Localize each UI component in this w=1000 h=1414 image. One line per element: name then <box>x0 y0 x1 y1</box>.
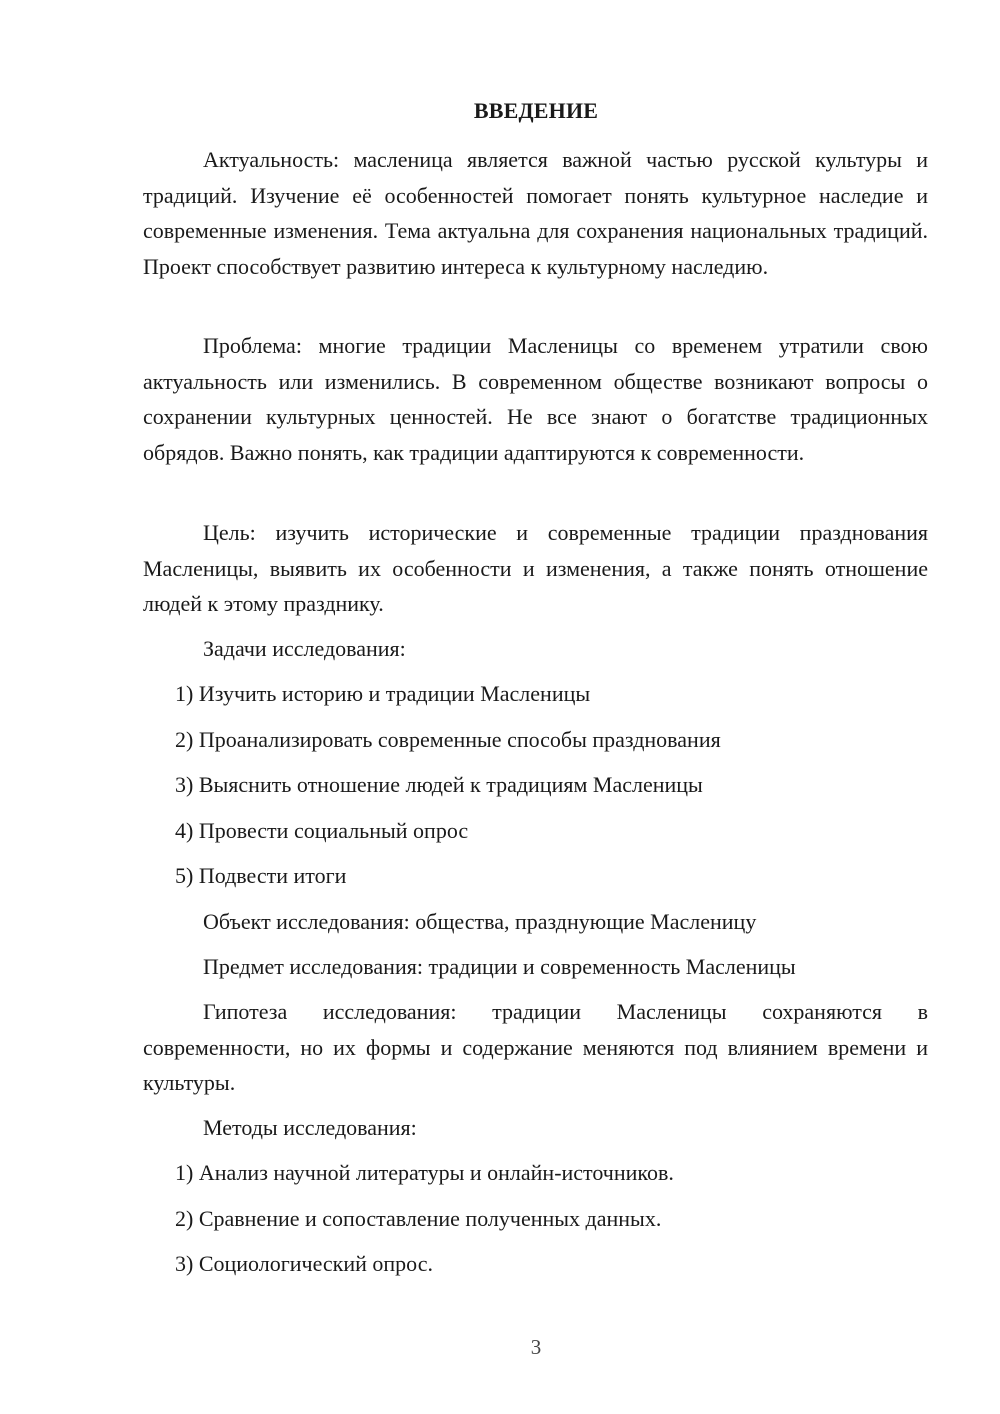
research-subject: Предмет исследования: традиции и современность Масленицы <box>203 954 796 979</box>
hypothesis-paragraph: Гипотеза исследования: традиции Масленицы сохраняются в современности, но их формы и содержание меняются под влиянием времени и культуры. <box>143 999 928 1095</box>
task-item-2: 2) Проанализировать современные способы празднования <box>175 727 721 752</box>
method-item-2: 2) Сравнение и сопоставление полученных данных. <box>175 1206 662 1231</box>
task-item-1: 1) Изучить историю и традиции Масленицы <box>175 681 591 706</box>
task-item-4: 4) Провести социальный опрос <box>175 818 469 843</box>
page-title: ВВЕДЕНИЕ <box>473 98 599 123</box>
tasks-heading: Задачи исследования: <box>203 636 406 661</box>
method-item-3: 3) Социологический опрос. <box>175 1251 433 1276</box>
task-item-3: 3) Выяснить отношение людей к традициям Масленицы <box>175 772 703 797</box>
method-item-1: 1) Анализ научной литературы и онлайн-источников. <box>175 1160 674 1185</box>
goal-paragraph: Цель: изучить исторические и современные традиции празднования Масленицы, выявить их особенности и изменения, а также понять отношение людей к этому празднику. <box>143 520 928 616</box>
problem-paragraph: Проблема: многие традиции Масленицы со временем утратили свою актуальность или изменились. В современном обществе возникают вопросы о сохранении культурных ценностей. Не все знают о богатстве традиционных обрядов. Важно понять, как традиции адаптируются к современности. <box>143 333 928 465</box>
methods-heading: Методы исследования: <box>203 1115 417 1140</box>
research-object: Объект исследования: общества, празднующие Масленицу <box>203 909 757 934</box>
task-item-5: 5) Подвести итоги <box>175 863 347 888</box>
relevance-paragraph: Актуальность: масленица является важной частью русской культуры и традиций. Изучение её особенностей помогает понять культурное наследие и современные изменения. Тема актуальна для сохранения национальных традиций. Проект способствует развитию интереса к культурному наследию. <box>143 147 928 279</box>
page-number: 3 <box>530 1335 542 1359</box>
